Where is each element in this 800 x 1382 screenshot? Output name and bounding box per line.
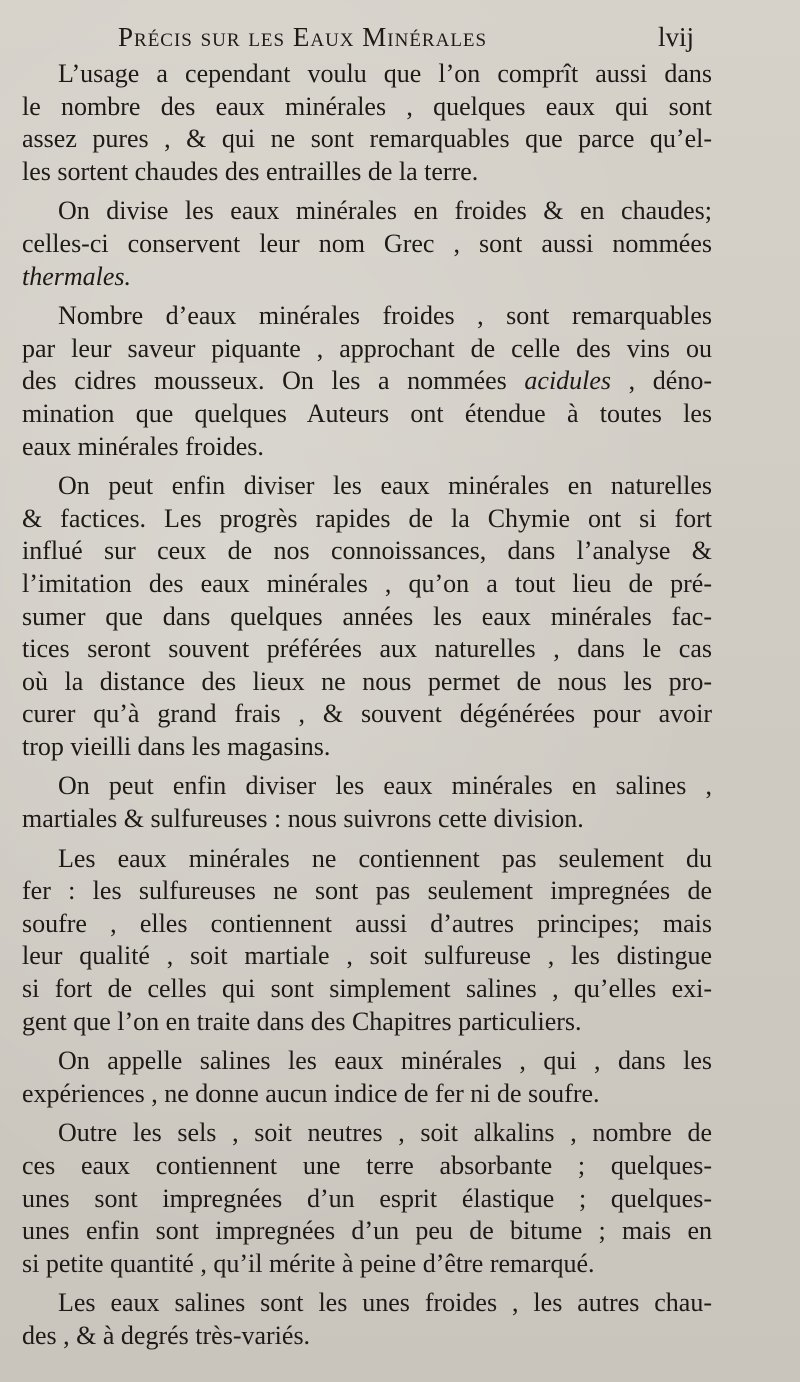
- running-title: Précis sur les Eaux Minérales: [118, 22, 488, 52]
- text-line: l’imitation des eaux minérales , qu’on a tout lieu de pré-: [22, 568, 712, 598]
- text-line: gent que l’on en traite dans des Chapitres particuliers.: [22, 1006, 582, 1036]
- text-line: si fort de celles qui sont simplement salines , qu’elles exi-: [22, 974, 712, 1004]
- text-line: unes sont impregnées d’un esprit élastique ; quelques-: [22, 1183, 712, 1213]
- text-line: leur qualité , soit martiale , soit sulfureuse , les distingue: [22, 941, 712, 971]
- text-line: expériences , ne donne aucun indice de fer ni de soufre.: [22, 1078, 600, 1108]
- text-line: mination que quelques Auteurs ont étendue à toutes les: [22, 398, 712, 428]
- paragraph: [22, 1117, 712, 1280]
- text-line: On appelle salines les eaux minérales , qui , dans les: [58, 1046, 712, 1076]
- text-line: si petite quantité , qu’il mérite à peine d’être remarqué.: [22, 1248, 595, 1278]
- text-line: par leur saveur piquante , approchant de celle des vins ou: [22, 333, 712, 363]
- text-line: L’usage a cependant voulu que l’on comprît aussi dans: [58, 59, 712, 88]
- text-line: & factices. Les progrès rapides de la Chymie ont si fort: [22, 503, 712, 533]
- text-line: On peut enfin diviser les eaux minérales en salines ,: [58, 771, 712, 801]
- text-line: unes enfin sont impregnées d’un peu de bitume ; mais en: [22, 1216, 712, 1246]
- paragraph: [22, 770, 712, 835]
- text-line: [22, 365, 712, 398]
- text-line: curer qu’à grand frais , & souvent dégénérées pour avoir: [22, 699, 712, 729]
- text-line: Les eaux minérales ne contiennent pas seulement du: [58, 843, 712, 873]
- page-header: [118, 22, 718, 58]
- page-number: lvij: [658, 22, 695, 52]
- paragraph: [22, 470, 712, 763]
- paragraph: [22, 843, 712, 1039]
- text-line: où la distance des lieux ne nous permet de nous les pro-: [22, 666, 712, 696]
- paragraph: [22, 195, 712, 293]
- text-line: [22, 261, 712, 294]
- text-line: assez pures , & qui ne sont remarquables que parce qu’el-: [22, 124, 712, 154]
- text-line: eaux minérales froides.: [22, 431, 264, 461]
- text-line: Nombre d’eaux minérales froides , sont remarquables: [58, 301, 712, 331]
- text-line: le nombre des eaux minérales , quelques eaux qui sont: [22, 91, 712, 121]
- paragraph: [22, 1045, 712, 1110]
- paragraph: [22, 58, 712, 188]
- text-line: On divise les eaux minérales en froides & en chaudes;: [58, 196, 712, 226]
- text-line: tices seront souvent préférées aux naturelles , dans le cas: [22, 634, 712, 664]
- text-run: des cidres mousseux. On les a nommées: [22, 366, 525, 396]
- body-text: [22, 58, 712, 1353]
- text-line: fer : les sulfureuses ne sont pas seulement impregnées de: [22, 876, 712, 906]
- italic-term: thermales.: [22, 261, 132, 291]
- text-line: Les eaux salines sont les unes froides , les autres chau-: [58, 1288, 712, 1318]
- text-run: , déno-: [611, 366, 712, 396]
- text-line: On peut enfin diviser les eaux minérales en naturelles: [58, 471, 712, 501]
- text-line: sumer que dans quelques années les eaux minérales fac-: [22, 601, 712, 631]
- text-line: martiales & sulfureuses : nous suivrons cette division.: [22, 804, 584, 834]
- text-line: des , & à degrés très-variés.: [22, 1320, 311, 1350]
- paragraph: [22, 1287, 712, 1352]
- text-line: celles-ci conservent leur nom Grec , sont aussi nommées: [22, 228, 712, 258]
- text-line: soufre , elles contiennent aussi d’autres principes; mais: [22, 908, 712, 938]
- text-line: les sortent chaudes des entrailles de la terre.: [22, 156, 479, 186]
- italic-term: acidules: [524, 366, 612, 396]
- paragraph: [22, 300, 712, 463]
- text-line: trop vieilli dans les magasins.: [22, 731, 331, 761]
- text-line: influé sur ceux de nos connoissances, dans l’analyse &: [22, 536, 712, 566]
- text-line: ces eaux contiennent une terre absorbante ; quelques-: [22, 1151, 712, 1180]
- text-line: Outre les sels , soit neutres , soit alkalins , nombre de: [58, 1118, 712, 1148]
